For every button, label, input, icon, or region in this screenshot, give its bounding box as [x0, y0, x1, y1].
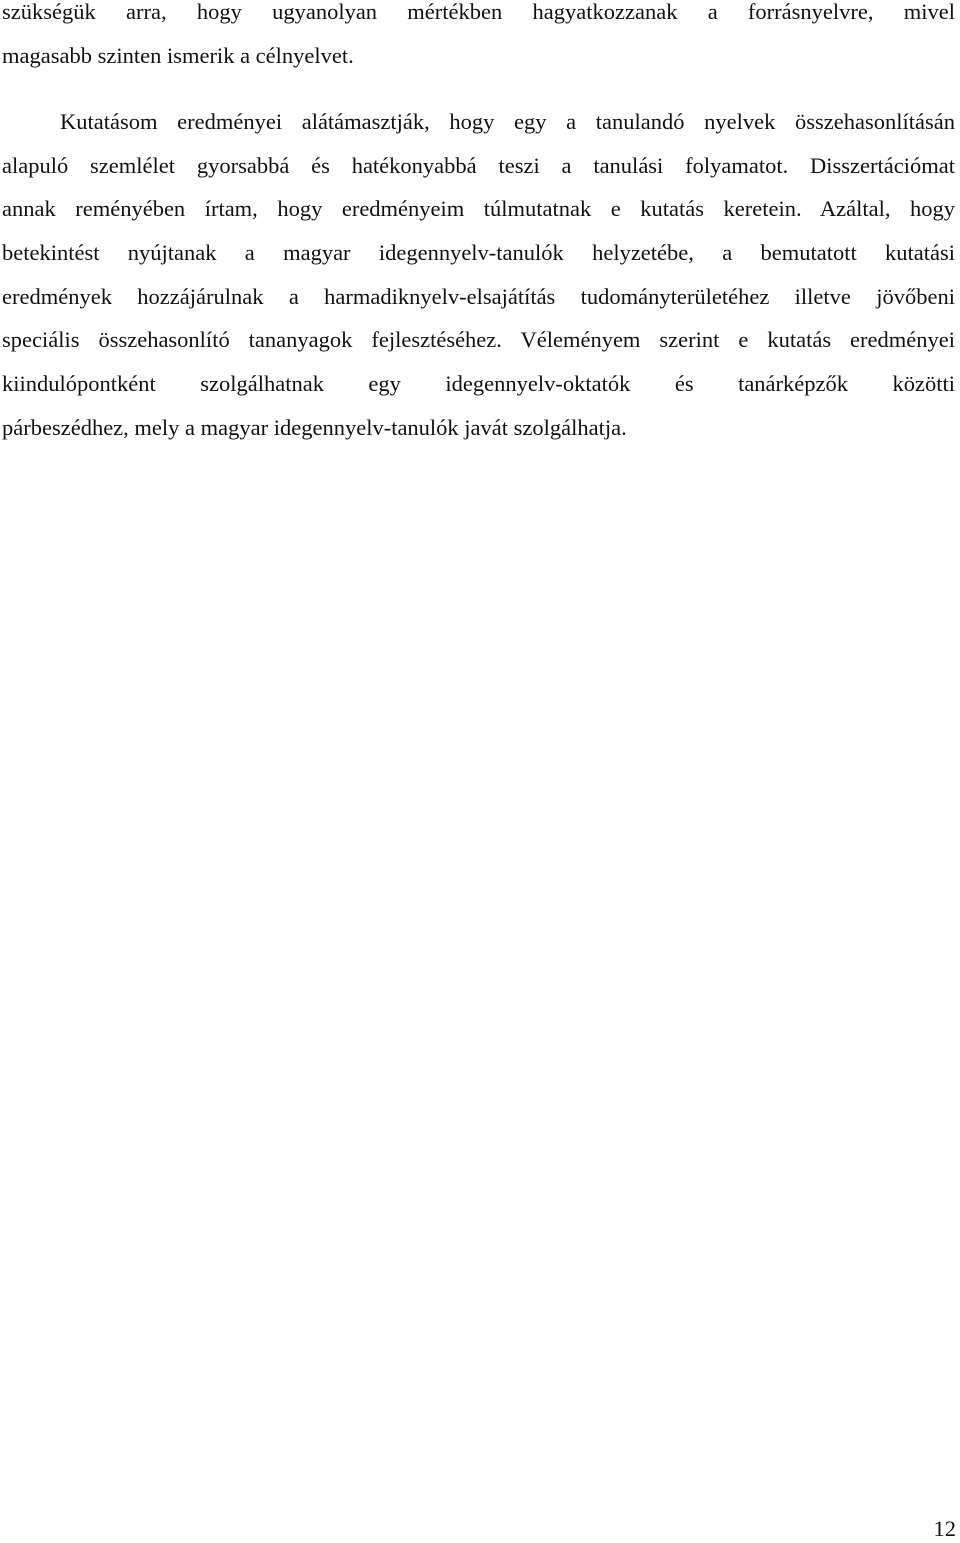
text-line: alapuló szemlélet gyorsabbá és hatékonyabbá teszi a tanulási folyamatot. Disszertációmat [2, 152, 955, 178]
text-line: annak reményében írtam, hogy eredményeim túlmutatnak e kutatás keretein. Azáltal, hogy [2, 196, 955, 222]
paragraph-2 [2, 100, 955, 450]
text-line: betekintést nyújtanak a magyar idegennyelv-tanulók helyzetébe, a bemutatott kutatási [2, 240, 955, 266]
text-line: Kutatásom eredményei alátámasztják, hogy egy a tanulandó nyelvek összehasonlításán [60, 109, 955, 134]
text-line: speciális összehasonlító tananyagok fejlesztéséhez. Véleményem szerint e kutatás eredményei [2, 327, 955, 353]
text-line: kiindulópontként szolgálhatnak egy idegennyelv-oktatók és tanárképzők közötti [2, 371, 955, 397]
text-line: szükségük arra, hogy ugyanolyan mértékben hagyatkozzanak a forrásnyelvre, mivel [2, 0, 955, 24]
text-line: magasabb szinten ismerik a célnyelvet. [2, 42, 354, 68]
text-line: eredmények hozzájárulnak a harmadiknyelv-elsajátítás tudományterületéhez illetve jövőbeni [2, 283, 955, 309]
text-line: párbeszédhez, mely a magyar idegennyelv-tanulók javát szolgálhatja. [2, 414, 627, 440]
paragraph-1 [2, 0, 955, 77]
page-number: 12 [933, 1516, 956, 1541]
